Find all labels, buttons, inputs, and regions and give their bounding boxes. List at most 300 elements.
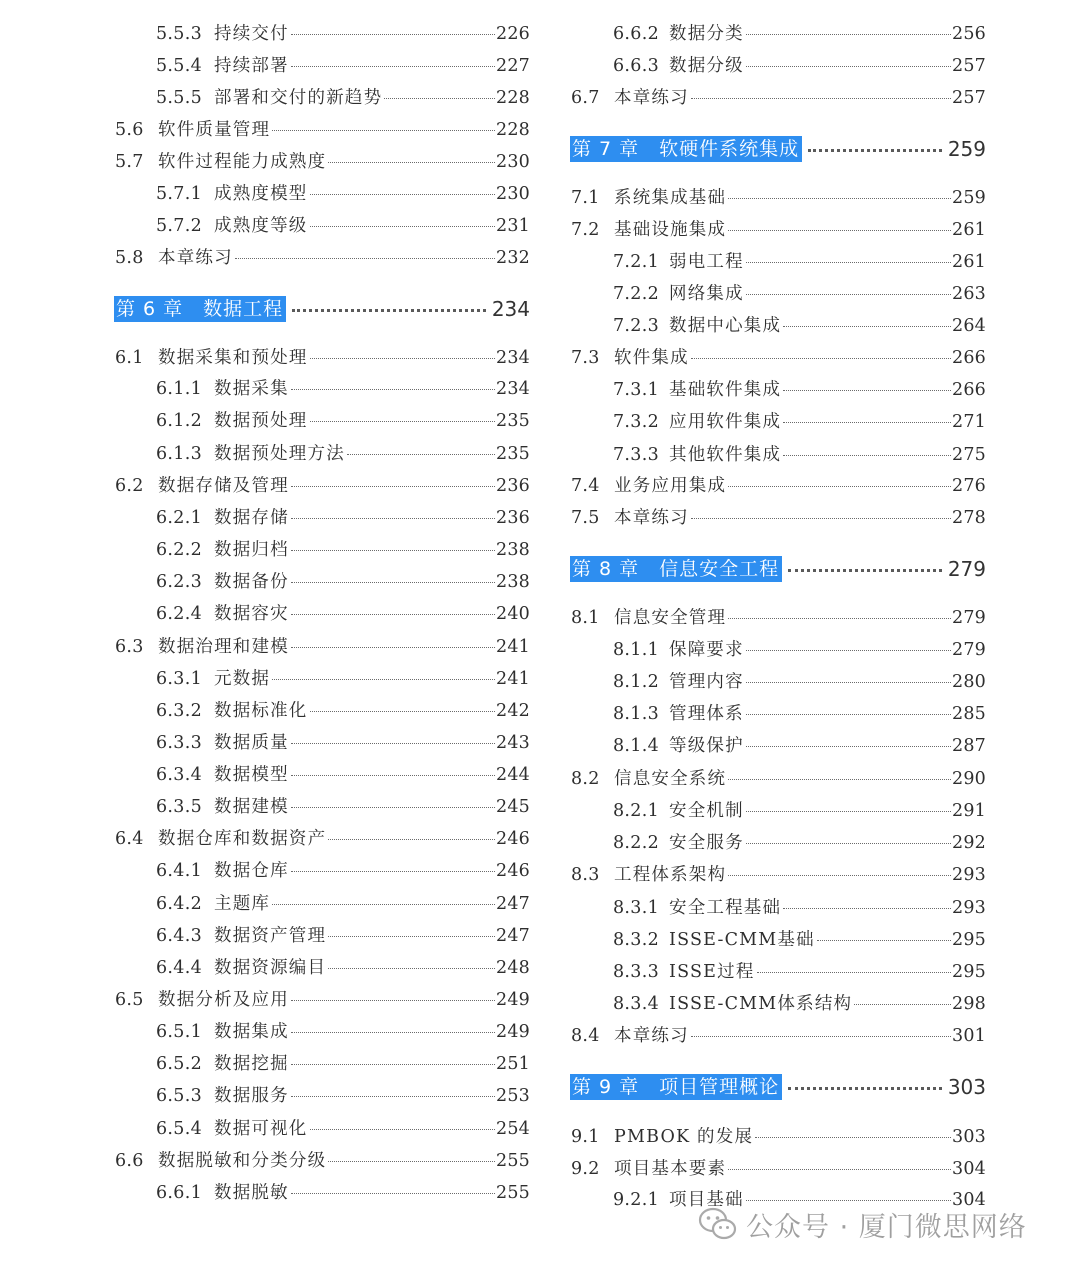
toc-entry-title: 软件集成 xyxy=(614,348,689,368)
toc-subsection-entry[interactable] xyxy=(156,763,530,787)
toc-subsection-entry[interactable] xyxy=(156,22,530,46)
toc-entry-number: 6.1.1 xyxy=(156,379,203,399)
toc-entry-number: 9.2 xyxy=(571,1159,600,1179)
toc-entry-title: 弱电工程 xyxy=(669,252,744,272)
toc-entry-title: 数据可视化 xyxy=(214,1119,308,1139)
toc-entry-title: 数据分类 xyxy=(669,24,744,44)
toc-entry-title: ISSE-CMM体系结构 xyxy=(669,994,853,1014)
toc-section-entry[interactable] xyxy=(115,635,530,659)
toc-entry-title: 安全机制 xyxy=(669,801,744,821)
toc-page-number: 249 xyxy=(495,1022,530,1042)
toc-entry-title: 其他软件集成 xyxy=(669,445,782,465)
toc-entry-title: 网络集成 xyxy=(669,284,744,304)
toc-page-number: 257 xyxy=(951,56,986,76)
toc-entry-title: 应用软件集成 xyxy=(669,412,782,432)
toc-dot-leader xyxy=(310,1129,495,1130)
toc-dot-leader xyxy=(788,569,942,572)
toc-dot-leader xyxy=(235,258,495,259)
toc-page-number: 301 xyxy=(951,1026,986,1046)
toc-section-entry[interactable] xyxy=(571,1024,986,1048)
chapter-title: 项目管理概论 xyxy=(659,1076,780,1098)
toc-subsection-entry[interactable] xyxy=(613,670,986,694)
toc-subsection-entry[interactable] xyxy=(156,892,530,916)
toc-entry-number: 6.5.1 xyxy=(156,1022,203,1042)
toc-entry-number: 6.3.2 xyxy=(156,701,203,721)
toc-page-number: 238 xyxy=(495,540,530,560)
toc-entry-title: 主题库 xyxy=(214,894,271,914)
toc-page-number: 235 xyxy=(495,444,530,464)
toc-entry-number: 7.2.1 xyxy=(613,252,660,272)
toc-subsection-entry[interactable] xyxy=(613,282,986,306)
toc-entry-number: 6.5 xyxy=(115,990,144,1010)
toc-page-number: 256 xyxy=(951,24,986,44)
toc-subsection-entry[interactable] xyxy=(156,506,530,530)
toc-entry-number: 6.4.3 xyxy=(156,926,203,946)
toc-page-number: 236 xyxy=(495,476,530,496)
toc-entry-number: 5.7 xyxy=(115,152,144,172)
toc-entry-title: 数据采集 xyxy=(214,379,289,399)
toc-dot-leader xyxy=(328,968,495,969)
toc-entry-number: 8.2.2 xyxy=(613,833,660,853)
toc-page-number: 249 xyxy=(495,990,530,1010)
toc-page-number: 295 xyxy=(951,930,986,950)
toc-subsection-entry[interactable] xyxy=(156,667,530,691)
toc-subsection-entry[interactable] xyxy=(613,378,986,402)
toc-page-number: 285 xyxy=(951,704,986,724)
toc-subsection-entry[interactable] xyxy=(156,1052,530,1076)
toc-page-number: 244 xyxy=(495,765,530,785)
chapter-label: 第 8 章 xyxy=(572,558,640,580)
toc-entry-number: 8.2 xyxy=(571,769,600,789)
toc-page-number: 246 xyxy=(495,829,530,849)
toc-dot-leader xyxy=(291,743,495,744)
toc-subsection-entry[interactable] xyxy=(613,314,986,338)
toc-section-entry[interactable] xyxy=(115,118,530,142)
toc-dot-leader xyxy=(728,779,951,780)
toc-entry-title: 数据建模 xyxy=(214,797,289,817)
toc-entry-number: 6.2.2 xyxy=(156,540,203,560)
toc-entry-number: 7.3.3 xyxy=(613,445,660,465)
toc-dot-leader xyxy=(746,843,951,844)
toc-entry-title: 工程体系架构 xyxy=(614,865,727,885)
toc-entry-title: 保障要求 xyxy=(669,640,744,660)
toc-section-entry[interactable] xyxy=(115,1149,530,1173)
toc-section-entry[interactable] xyxy=(571,1157,986,1181)
toc-dot-leader xyxy=(328,936,495,937)
toc-page-number: 254 xyxy=(495,1119,530,1139)
chapter-page-number: 279 xyxy=(947,557,986,581)
chapter-page-number: 259 xyxy=(947,137,986,161)
toc-page-number: 238 xyxy=(495,572,530,592)
toc-page-number: 246 xyxy=(495,861,530,881)
toc-entry-number: 5.7.2 xyxy=(156,216,203,236)
toc-entry-number: 6.3.1 xyxy=(156,669,203,689)
toc-page-number: 234 xyxy=(495,348,530,368)
toc-page-number: 235 xyxy=(495,411,530,431)
toc-dot-leader xyxy=(783,390,951,391)
toc-dot-leader xyxy=(310,711,495,712)
toc-subsection-entry[interactable] xyxy=(613,734,986,758)
toc-chapter-heading[interactable] xyxy=(114,295,530,323)
toc-page-number: 227 xyxy=(495,56,530,76)
toc-section-entry[interactable] xyxy=(115,827,530,851)
toc-dot-leader xyxy=(746,262,951,263)
toc-dot-leader xyxy=(728,486,951,487)
toc-entry-number: 7.2.3 xyxy=(613,316,660,336)
toc-entry-number: 7.3.1 xyxy=(613,380,660,400)
toc-subsection-entry[interactable] xyxy=(156,538,530,562)
toc-entry-number: 6.6.3 xyxy=(613,56,660,76)
toc-entry-number: 6.3.5 xyxy=(156,797,203,817)
toc-entry-number: 6.4.1 xyxy=(156,861,203,881)
toc-entry-number: 6.3.3 xyxy=(156,733,203,753)
toc-dot-leader xyxy=(746,1200,951,1201)
toc-dot-leader xyxy=(788,1087,942,1090)
toc-entry-number: 8.3.1 xyxy=(613,898,660,918)
toc-page-number: 287 xyxy=(951,736,986,756)
toc-dot-leader xyxy=(291,807,495,808)
toc-dot-leader xyxy=(728,230,951,231)
toc-entry-title: 数据资源编目 xyxy=(214,958,327,978)
toc-entry-title: 数据预处理 xyxy=(214,411,308,431)
toc-section-entry[interactable] xyxy=(115,474,530,498)
toc-dot-leader xyxy=(291,66,495,67)
toc-entry-title: 数据标准化 xyxy=(214,701,308,721)
toc-chapter-heading[interactable] xyxy=(570,1073,986,1101)
toc-entry-number: 6.1 xyxy=(115,348,144,368)
wechat-icon xyxy=(698,1206,738,1242)
toc-entry-title: 数据备份 xyxy=(214,572,289,592)
toc-entry-title: 本章练习 xyxy=(614,88,689,108)
toc-entry-title: 数据归档 xyxy=(214,540,289,560)
toc-subsection-entry[interactable] xyxy=(156,182,530,206)
toc-subsection-entry[interactable] xyxy=(613,702,986,726)
toc-entry-title: 数据仓库 xyxy=(214,861,289,881)
toc-page-number: 271 xyxy=(951,412,986,432)
chapter-page-number: 234 xyxy=(491,297,530,321)
toc-entry-number: 5.7.1 xyxy=(156,184,203,204)
toc-subsection-entry[interactable] xyxy=(156,1084,530,1108)
toc-entry-number: 7.1 xyxy=(571,188,600,208)
toc-dot-leader xyxy=(783,326,951,327)
toc-page-number: 228 xyxy=(495,120,530,140)
toc-page-number: 279 xyxy=(951,640,986,660)
toc-entry-number: 7.3 xyxy=(571,348,600,368)
toc-entry-title: ISSE-CMM基础 xyxy=(669,930,815,950)
toc-entry-title: 数据分级 xyxy=(669,56,744,76)
toc-subsection-entry[interactable] xyxy=(156,731,530,755)
toc-entry-title: 管理内容 xyxy=(669,672,744,692)
toc-chapter-heading[interactable] xyxy=(570,135,986,163)
toc-dot-leader xyxy=(291,389,495,390)
toc-subsection-entry[interactable] xyxy=(156,602,530,626)
toc-entry-number: 6.2 xyxy=(115,476,144,496)
toc-dot-leader xyxy=(746,682,951,683)
toc-section-entry[interactable] xyxy=(115,150,530,174)
toc-page-number: 251 xyxy=(495,1054,530,1074)
chapter-highlight xyxy=(114,296,286,322)
toc-entry-number: 7.2 xyxy=(571,220,600,240)
toc-page-number: 278 xyxy=(951,508,986,528)
toc-page-number: 243 xyxy=(495,733,530,753)
toc-dot-leader xyxy=(272,679,495,680)
toc-dot-leader xyxy=(746,650,951,651)
toc-page-number: 259 xyxy=(951,188,986,208)
toc-subsection-entry[interactable] xyxy=(613,896,986,920)
toc-entry-title: 数据质量 xyxy=(214,733,289,753)
toc-dot-leader xyxy=(291,1032,495,1033)
toc-subsection-entry[interactable] xyxy=(156,859,530,883)
toc-dot-leader xyxy=(746,66,951,67)
toc-subsection-entry[interactable] xyxy=(613,799,986,823)
toc-dot-leader xyxy=(291,1064,495,1065)
toc-subsection-entry[interactable] xyxy=(613,250,986,274)
toc-section-entry[interactable] xyxy=(571,863,986,887)
toc-subsection-entry[interactable] xyxy=(156,409,530,433)
toc-entry-title: 管理体系 xyxy=(669,704,744,724)
toc-subsection-entry[interactable] xyxy=(613,443,986,467)
toc-dot-leader xyxy=(854,1004,951,1005)
toc-page-number: 290 xyxy=(951,769,986,789)
toc-page-number: 241 xyxy=(495,669,530,689)
toc-entry-title: 本章练习 xyxy=(614,508,689,528)
toc-page-number: 241 xyxy=(495,637,530,657)
toc-entry-number: 6.5.4 xyxy=(156,1119,203,1139)
toc-page-number: 230 xyxy=(495,184,530,204)
toc-dot-leader xyxy=(291,1096,495,1097)
toc-dot-leader xyxy=(728,198,951,199)
toc-subsection-entry[interactable] xyxy=(156,795,530,819)
toc-page-number: 240 xyxy=(495,604,530,624)
toc-entry-number: 6.4 xyxy=(115,829,144,849)
toc-entry-number: 6.7 xyxy=(571,88,600,108)
toc-entry-title: 数据存储 xyxy=(214,508,289,528)
toc-entry-title: 数据脱敏 xyxy=(214,1183,289,1203)
chapter-label: 第 6 章 xyxy=(116,298,184,320)
toc-page-number: 247 xyxy=(495,926,530,946)
toc-subsection-entry[interactable] xyxy=(613,638,986,662)
toc-page-number: 236 xyxy=(495,508,530,528)
toc-entry-title: 安全工程基础 xyxy=(669,898,782,918)
toc-entry-number: 7.4 xyxy=(571,476,600,496)
toc-section-entry[interactable] xyxy=(115,246,530,270)
toc-subsection-entry[interactable] xyxy=(156,699,530,723)
toc-section-entry[interactable] xyxy=(571,767,986,791)
toc-entry-title: 数据分析及应用 xyxy=(158,990,289,1010)
toc-section-entry[interactable] xyxy=(571,1125,986,1149)
toc-dot-leader xyxy=(757,972,951,973)
toc-entry-number: 8.1 xyxy=(571,608,600,628)
toc-dot-leader xyxy=(755,1137,951,1138)
toc-section-entry[interactable] xyxy=(571,86,986,110)
toc-dot-leader xyxy=(783,908,951,909)
toc-entry-title: 持续部署 xyxy=(214,56,289,76)
toc-entry-title: 数据中心集成 xyxy=(669,316,782,336)
toc-subsection-entry[interactable] xyxy=(156,956,530,980)
toc-page-number: 257 xyxy=(951,88,986,108)
toc-dot-leader xyxy=(746,294,951,295)
toc-dot-leader xyxy=(272,130,495,131)
toc-entry-title: 项目基础 xyxy=(669,1190,744,1210)
toc-subsection-entry[interactable] xyxy=(613,831,986,855)
toc-subsection-entry[interactable] xyxy=(613,410,986,434)
toc-dot-leader xyxy=(272,904,495,905)
toc-dot-leader xyxy=(728,618,951,619)
toc-subsection-entry[interactable] xyxy=(156,1117,530,1141)
toc-section-entry[interactable] xyxy=(571,506,986,530)
toc-page-number: 261 xyxy=(951,220,986,240)
toc-entry-number: 7.2.2 xyxy=(613,284,660,304)
toc-dot-leader xyxy=(728,875,951,876)
toc-entry-title: 数据存储及管理 xyxy=(158,476,289,496)
toc-subsection-entry[interactable] xyxy=(613,22,986,46)
toc-page-number: 266 xyxy=(951,348,986,368)
toc-page-number: 303 xyxy=(951,1127,986,1147)
toc-dot-leader xyxy=(384,98,495,99)
toc-subsection-entry[interactable] xyxy=(156,442,530,466)
toc-entry-title: 数据挖掘 xyxy=(214,1054,289,1074)
toc-section-entry[interactable] xyxy=(571,218,986,242)
toc-entry-number: 8.1.3 xyxy=(613,704,660,724)
chapter-title: 软硬件系统集成 xyxy=(659,138,800,160)
toc-dot-leader xyxy=(291,518,495,519)
toc-entry-title: ISSE过程 xyxy=(669,962,755,982)
toc-subsection-entry[interactable] xyxy=(613,54,986,78)
toc-dot-leader xyxy=(746,746,951,747)
toc-entry-number: 5.5.3 xyxy=(156,24,203,44)
toc-dot-leader xyxy=(728,1169,951,1170)
toc-dot-leader xyxy=(328,1161,495,1162)
toc-subsection-entry[interactable] xyxy=(156,570,530,594)
toc-entry-title: 数据仓库和数据资产 xyxy=(158,829,327,849)
chapter-label: 第 9 章 xyxy=(572,1076,640,1098)
toc-page-number: 231 xyxy=(495,216,530,236)
toc-entry-title: 本章练习 xyxy=(158,248,233,268)
toc-page-number: 275 xyxy=(951,445,986,465)
toc-entry-title: 基础设施集成 xyxy=(614,220,727,240)
chapter-label: 第 7 章 xyxy=(572,138,640,160)
toc-entry-number: 5.8 xyxy=(115,248,144,268)
chapter-highlight xyxy=(570,136,802,162)
toc-section-entry[interactable] xyxy=(571,346,986,370)
toc-entry-title: 数据容灾 xyxy=(214,604,289,624)
toc-subsection-entry[interactable] xyxy=(613,992,986,1016)
toc-dot-leader xyxy=(783,455,951,456)
toc-entry-title: 成熟度等级 xyxy=(214,216,308,236)
toc-page-number: 263 xyxy=(951,284,986,304)
toc-page-number: 293 xyxy=(951,865,986,885)
toc-entry-number: 8.2.1 xyxy=(613,801,660,821)
toc-section-entry[interactable] xyxy=(115,346,530,370)
toc-entry-title: 数据模型 xyxy=(214,765,289,785)
toc-dot-leader xyxy=(291,34,495,35)
toc-entry-number: 9.2.1 xyxy=(613,1190,660,1210)
toc-entry-title: 数据资产管理 xyxy=(214,926,327,946)
watermark-text: 公众号 · 厦门微思网络 xyxy=(746,1211,1027,1243)
toc-page-number: 279 xyxy=(951,608,986,628)
watermark xyxy=(698,1204,1027,1244)
toc-entry-title: 安全服务 xyxy=(669,833,744,853)
toc-subsection-entry[interactable] xyxy=(156,924,530,948)
toc-dot-leader xyxy=(691,518,951,519)
chapter-highlight xyxy=(570,1074,782,1100)
toc-dot-leader xyxy=(291,871,495,872)
toc-page-number: 298 xyxy=(951,994,986,1014)
toc-entry-title: 数据治理和建模 xyxy=(158,637,289,657)
toc-dot-leader xyxy=(783,422,951,423)
toc-dot-leader xyxy=(291,775,495,776)
toc-entry-number: 8.3.4 xyxy=(613,994,660,1014)
toc-dot-leader xyxy=(310,421,495,422)
toc-entry-number: 8.1.2 xyxy=(613,672,660,692)
toc-entry-title: 本章练习 xyxy=(614,1026,689,1046)
toc-dot-leader xyxy=(291,1000,495,1001)
toc-entry-number: 6.2.1 xyxy=(156,508,203,528)
toc-entry-number: 6.3 xyxy=(115,637,144,657)
toc-dot-leader xyxy=(292,309,486,312)
toc-entry-number: 6.6.1 xyxy=(156,1183,203,1203)
toc-entry-title: 等级保护 xyxy=(669,736,744,756)
toc-entry-title: 软件质量管理 xyxy=(158,120,271,140)
toc-section-entry[interactable] xyxy=(571,186,986,210)
toc-dot-leader xyxy=(291,582,495,583)
toc-entry-title: 系统集成基础 xyxy=(614,188,727,208)
toc-chapter-heading[interactable] xyxy=(570,555,986,583)
toc-page-number: 242 xyxy=(495,701,530,721)
toc-entry-number: 8.1.1 xyxy=(613,640,660,660)
toc-section-entry[interactable] xyxy=(571,474,986,498)
toc-dot-leader xyxy=(691,98,951,99)
toc-entry-title: 数据预处理方法 xyxy=(214,444,345,464)
toc-subsection-entry[interactable] xyxy=(156,377,530,401)
toc-dot-leader xyxy=(291,614,495,615)
toc-dot-leader xyxy=(691,1036,951,1037)
toc-entry-number: 6.1.3 xyxy=(156,444,203,464)
toc-section-entry[interactable] xyxy=(571,606,986,630)
toc-page-number: 232 xyxy=(495,248,530,268)
toc-dot-leader xyxy=(291,1193,495,1194)
toc-entry-number: 6.2.3 xyxy=(156,572,203,592)
toc-section-entry[interactable] xyxy=(115,988,530,1012)
toc-entry-number: 5.5.5 xyxy=(156,88,203,108)
toc-entry-title: 数据服务 xyxy=(214,1086,289,1106)
toc-subsection-entry[interactable] xyxy=(613,928,986,952)
toc-subsection-entry[interactable] xyxy=(156,54,530,78)
toc-subsection-entry[interactable] xyxy=(156,86,530,110)
toc-dot-leader xyxy=(291,486,495,487)
toc-entry-title: 数据脱敏和分类分级 xyxy=(158,1151,327,1171)
toc-page-number: 247 xyxy=(495,894,530,914)
toc-dot-leader xyxy=(291,647,495,648)
toc-entry-number: 9.1 xyxy=(571,1127,600,1147)
toc-subsection-entry[interactable] xyxy=(156,1181,530,1205)
toc-entry-number: 6.5.3 xyxy=(156,1086,203,1106)
toc-subsection-entry[interactable] xyxy=(156,214,530,238)
toc-page-number: 255 xyxy=(495,1183,530,1203)
toc-entry-number: 5.5.4 xyxy=(156,56,203,76)
toc-entry-number: 8.3.2 xyxy=(613,930,660,950)
toc-page-number: 280 xyxy=(951,672,986,692)
toc-subsection-entry[interactable] xyxy=(156,1020,530,1044)
toc-dot-leader xyxy=(746,714,951,715)
toc-dot-leader xyxy=(347,454,495,455)
toc-entry-number: 6.6 xyxy=(115,1151,144,1171)
toc-page-number: 228 xyxy=(495,88,530,108)
toc-subsection-entry[interactable] xyxy=(613,960,986,984)
toc-dot-leader xyxy=(310,194,495,195)
chapter-title: 数据工程 xyxy=(203,298,284,320)
toc-entry-title: PMBOK 的发展 xyxy=(614,1127,754,1147)
